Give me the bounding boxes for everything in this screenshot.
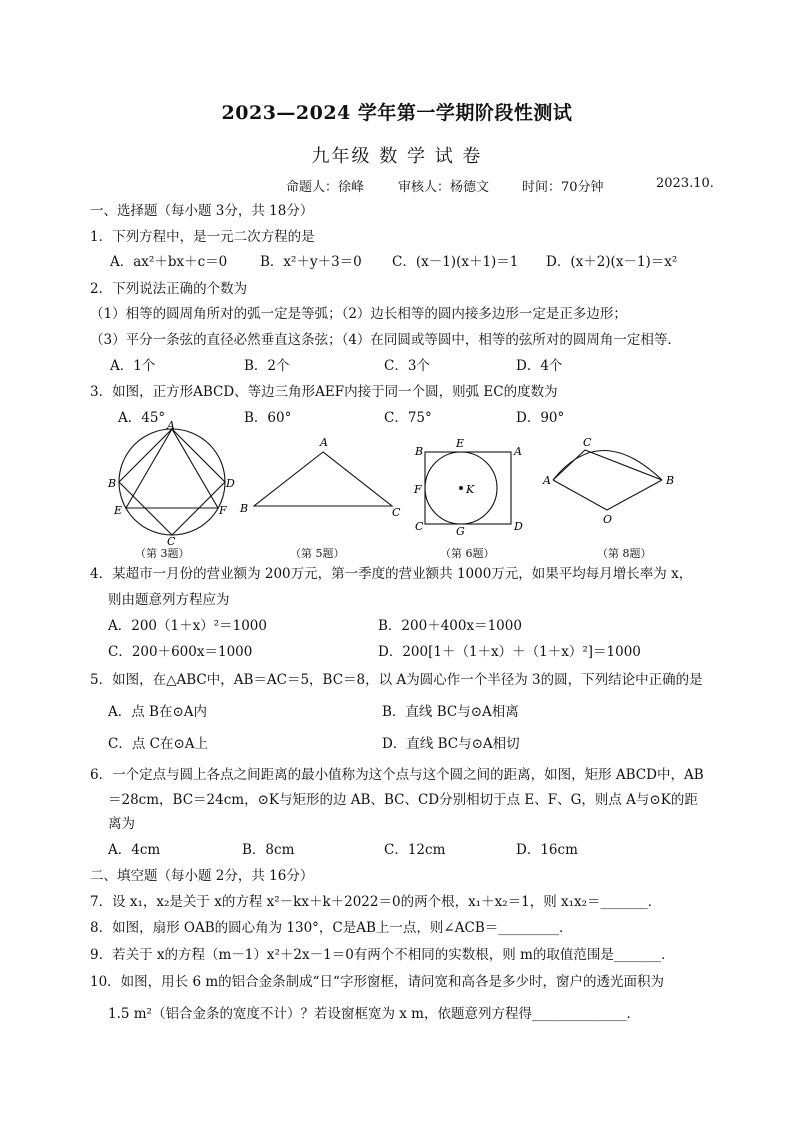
fig6-label-k: K (466, 483, 475, 496)
q6-option-d: D．16cm (516, 842, 578, 858)
q4-stem-2: 则由题意列方程应为 (108, 592, 230, 608)
figure-5-caption: （第 5题） (290, 547, 345, 560)
fig6-label-e: E (456, 437, 465, 450)
fig5-label-a: A (320, 436, 328, 449)
q1-option-b: B．x²＋y＋3＝0 (260, 254, 362, 270)
fig3-label-f: F (219, 504, 227, 517)
q5-option-b: B．直线 BC与⊙A相离 (382, 704, 519, 720)
figure-6 (413, 437, 523, 538)
time-label: 时间：70分钟 (522, 180, 604, 195)
fig8-label-o: O (603, 513, 613, 526)
q10-line-2: 1.5 m²（铝合金条的宽度不计）？若设窗框宽为 x m，依题意列方程得______________． (108, 1006, 640, 1022)
q4-option-d: D．200[1＋（1＋x）＋（1＋x）²]＝1000 (378, 644, 641, 660)
fig6-label-d: D (514, 520, 523, 533)
q4-stem: 4．某超市一月份的营业额为 200万元，第一季度的营业额共 1000万元，如果平均每月增长率为 x， (90, 566, 693, 582)
fig3-label-d: D (226, 477, 235, 490)
fig8-label-b: B (666, 474, 675, 487)
fig6-label-f: F (414, 483, 422, 496)
q10-line-1: 10．如图，用长 6 m的铝合金条制成“日“字形窗框，请问宽和高各是多少时，窗户的透光面积为 (90, 974, 664, 990)
figure-8-caption: （第 8题） (597, 547, 652, 560)
q2-statement-2: （3）平分一条弦的直径必然垂直这条弦；（4）在同圆或等圆中，相等的弦所对的圆周角一定相等． (90, 332, 681, 348)
q6-stem: 6．一个定点与圆上各点之间距离的最小值称为这个点与这个圆之间的距离，如图，矩形 ABCD中，AB (90, 767, 704, 783)
author-label: 命题人：徐峰 (286, 180, 365, 195)
q2-option-d: D．4个 (516, 358, 563, 374)
q4-option-b: B．200＋400x＝1000 (378, 618, 522, 634)
fig3-label-a: A (167, 420, 175, 432)
section2-heading: 二、填空题（每小题 2分，共 16分） (90, 868, 314, 884)
q1-stem: 1．下列方程中，是一元二次方程的是 (90, 229, 315, 245)
q1-option-a: A．ax²＋bx＋c＝0 (110, 254, 228, 270)
q5-option-c: C．点 C在⊙A上 (108, 736, 209, 752)
reviewer-label: 审核人：杨德文 (398, 180, 490, 195)
figure-6-caption: （第 6题） (440, 547, 495, 560)
figure-5 (239, 436, 401, 519)
fig6-label-g: G (456, 525, 465, 538)
fig5-label-b: B (240, 502, 249, 515)
fig8-label-a: A (543, 474, 551, 487)
fig3-label-e: E (114, 504, 123, 517)
q1-option-d: D．(x＋2)(x－1)＝x² (546, 254, 678, 270)
section1-heading: 一、选择题（每小题 3分，共 18分） (90, 203, 314, 219)
q3-option-d: D．90° (516, 410, 565, 426)
q3-stem: 3．如图，正方形ABCD、等边三角形AEF内接于同一个圆，则弧 EC的度数为 (90, 384, 558, 400)
date-label: 2023.10. (656, 176, 714, 191)
q3-option-b: B．60° (244, 410, 292, 426)
q6-stem-3: 离为 (108, 816, 135, 832)
fig6-label-c: C (415, 520, 424, 533)
q2-stem: 2．下列说法正确的个数为 (90, 281, 248, 297)
page-title: 2023—2024 学年第一学期阶段性测试 (221, 102, 573, 124)
q1-option-c: C．(x－1)(x＋1)＝1 (392, 254, 519, 270)
figure-8 (542, 436, 674, 526)
q2-option-b: B．2个 (244, 358, 290, 374)
fig3-label-c: C (167, 535, 176, 545)
q7-text: 7．设 x₁，x₂是关于 x的方程 x²－kx＋k＋2022＝0的两个根，x₁＋x₂＝1，则 x₁x₂＝_______． (90, 894, 662, 910)
figures-row (0, 420, 794, 545)
q8-text: 8．如图，扇形 OAB的圆心角为 130°，C是AB上一点，则∠ACB＝_________． (90, 920, 573, 936)
fig5-label-c: C (392, 506, 401, 519)
q5-stem: 5．如图，在△ABC中，AB＝AC＝5，BC＝8，以 A为圆心作一个半径为 3的圆，下列结论中正确的是 (90, 672, 703, 688)
fig6-label-b: B (415, 445, 424, 458)
q4-option-c: C．200＋600x＝1000 (108, 644, 253, 660)
fig8-label-c: C (583, 436, 592, 449)
q6-option-b: B．8cm (242, 842, 295, 858)
q6-option-a: A．4cm (108, 842, 161, 858)
q3-option-a: A．45° (118, 410, 166, 426)
q6-option-c: C．12cm (384, 842, 446, 858)
q2-option-a: A．1个 (110, 358, 156, 374)
q2-statement-1: （1）相等的圆周角所对的弧一定是等弧；（2）边长相等的圆内接多边形一定是正多边形； (90, 306, 627, 322)
figure-3 (107, 420, 235, 545)
q6-stem-2: ＝28cm，BC＝24cm，⊙K与矩形的边 AB、BC、CD分别相切于点 E、F、G，则点 A与⊙K的距 (108, 792, 698, 808)
fig6-label-a: A (514, 445, 522, 458)
q3-option-c: C．75° (384, 410, 432, 426)
q9-text: 9．若关于 x的方程（m－1）x²＋2x－1＝0有两个不相同的实数根，则 m的取值范围是_______． (90, 947, 675, 963)
q4-option-a: A．200（1＋x）²＝1000 (108, 618, 267, 634)
fig3-label-b: B (108, 477, 117, 490)
page-subtitle: 九年级 数 学 试 卷 (311, 146, 483, 167)
q5-option-d: D．直线 BC与⊙A相切 (382, 736, 520, 752)
figure-3-caption: （第 3题） (135, 547, 190, 560)
q2-option-c: C．3个 (384, 358, 430, 374)
q5-option-a: A．点 B在⊙A内 (108, 704, 208, 720)
